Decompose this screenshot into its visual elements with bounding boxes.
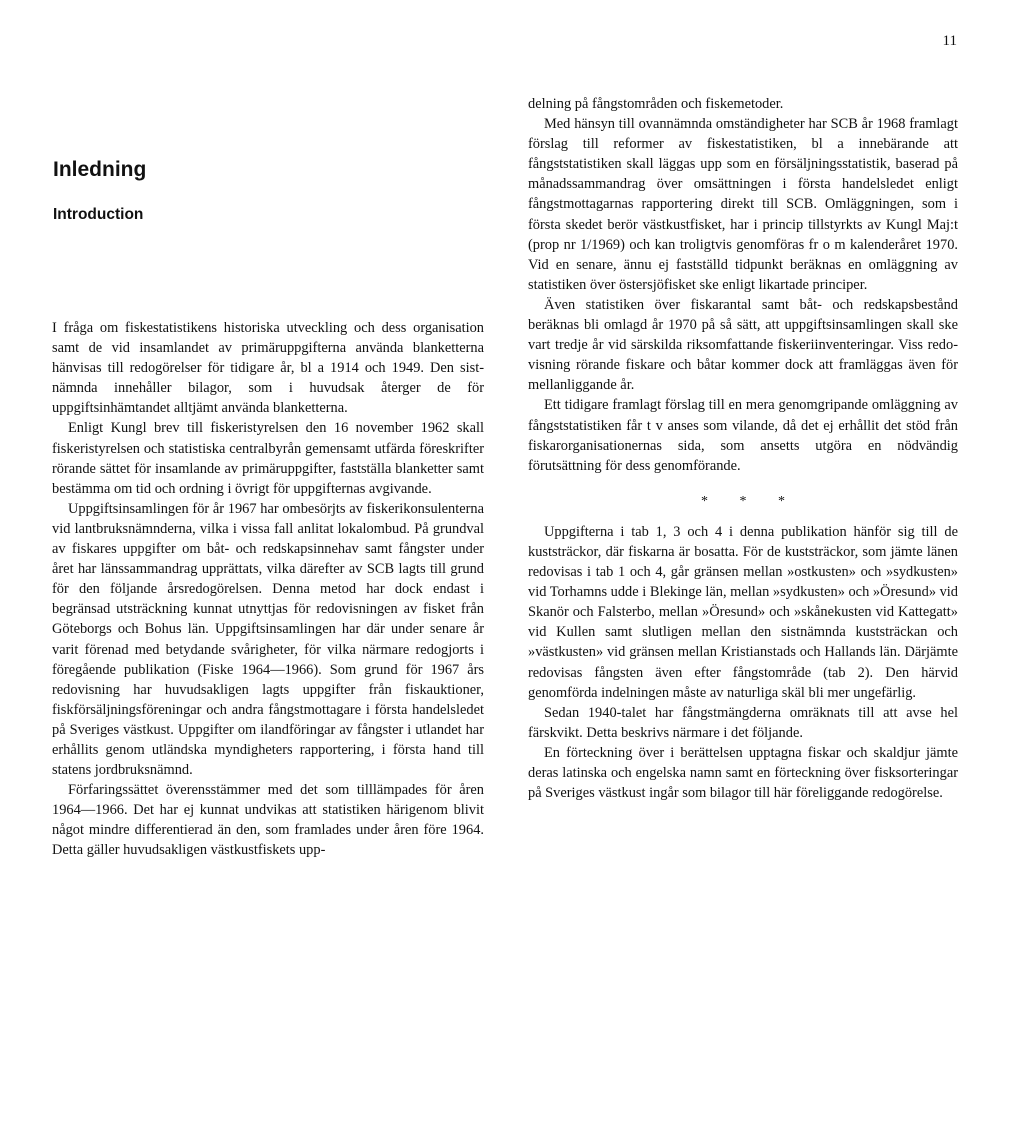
chapter-heading: Inledning — [53, 158, 147, 181]
paragraph: Ett tidigare framlagt förslag till en mera genomgripande omläggning av fångststatistiken får t v anses som vilande, då det ej erhållit det stöd från fiskarorganisationernas sida, som ansetts utgöra en nödvändig förutsättning för dess genomförande. — [528, 397, 958, 474]
paragraph: Uppgiftsinsamlingen för år 1967 har ombesörjts av fiskerikonsulenterna vid lantbruksnämnderna, vilka i vissa fall anlitat lokalombud. På grundval av fiskares uppgifter om båt- och redskapsinnehav samt fångster under året har länssammandrag upprättats, vilka därefter av SCB lagts till grund för den följande årsredogörelsen. Denna metod har dock endast i begränsad utsträckning kunnat utnyttjas för redovisningen av fisket från Göteborgs och Bohus län. Uppgiftsinsamlingen har där under senare år varit förenad med betydande svårigheter, för vilka närmare redogjorts i föregående publikation (Fiske 1964—1966). Som grund för 1967 års redovisning har huvudsakligen lagts uppgifter från fiskauktioner, fiskförsäljningsföreningar och andra fångstmottagare i första handelsledet på Sveriges västkust. Uppgifter om ilandföringar av fångster i utlandet har erhållits genom utländska myndigheters rapportering, i första hand till statens jordbruksnämnd. — [52, 500, 484, 779]
paragraph: I fråga om fiskestatistikens historiska utveckling och dess organisation samt de vid insamlandet av primäruppgifterna använda blanketterna hänvisas till redogörelser för tidigare år, bl a 1914 och 1949. Den sistnämnda innehåller bilagor, som i huvudsak återger de för uppgiftsinhämtandet alltjämt använda blanketterna. — [52, 320, 484, 417]
chapter-subheading: Introduction — [53, 206, 144, 223]
paragraph: En förteckning över i berättelsen upptagna fiskar och skaldjur jämte deras latinska och engelska namn samt en förteckning över fisksorteringar på Sveriges västkust ingår som bilagor till här föreliggande redogörelse. — [528, 744, 958, 802]
paragraph: Sedan 1940-talet har fångstmängderna omräknats till att avse hel färskvikt. Detta beskrivs närmare i det följande. — [528, 704, 958, 741]
page-number: 11 — [942, 33, 957, 49]
paragraph: Även statistiken över fiskarantal samt båt- och redskapsbestånd beräknas bli omlagd år 1970 på så sätt, att uppgiftsinsamlingen skall ske vart tredje år vid särskilda riksomfattande fiskeriinventeringar. Viss redovisning rörande fiskare och båtar kommer dock att framläggas även för mellanliggande år. — [528, 296, 958, 394]
right-column — [528, 94, 958, 803]
paragraph: Uppgifterna i tab 1, 3 och 4 i denna publikation hänför sig till de kuststräckor, där fiskarna är bosatta. För de kuststräckor, som jämte länen redovisas i tab 1 och 4, går gränsen mellan »ostkusten» och »sydkusten» vid Torhamns udde i Blekinge län, mellan »sydkusten» och »Öresund» vid Skanör och Falsterbo, mellan »Öresund» och »skånekusten vid Kattegatt» vid Kullen samt slutligen mellan den sistnämnda kuststräckan och »västkusten» vid gränsen mellan Kristianstads och Hallands län. Därjämte redovisas fångsten även efter fångstområde (tab 2). Den härvid genomförda indelningen måste av naturliga skäl bli mer ungefärlig. — [528, 523, 958, 701]
paragraph: Med hänsyn till ovannämnda omständigheter har SCB år 1968 framlagt förslag till reformer av fiskestatistiken, bl a innebärande att fångststatistiken skall läggas upp som en försäljningsstatistik, baserad på månadssammandrag över omsättningen i första handelsledet enligt fångstmottagarnas rapportering direkt till SCB. Omläggningen, som i första skedet berör västkustfisket, har i princip tillstyrkts av Kungl Maj:t (prop nr 1/1969) och kan troligtvis genomföras fr o m kalenderåret 1970. Vid en senare, ännu ej fastställd tidpunkt beräknas en omläggning av statistiken över östersjöfisket ske enligt likartade principer. — [528, 116, 958, 293]
left-column — [52, 318, 484, 861]
paragraph: Enligt Kungl brev till fiskeristyrelsen den 16 november 1962 skall fiskeristyrelsen och statistiska centralbyrån gemensamt utfärda föreskrifter rörande sättet för insamlande av primäruppgifter, fastställa blanketter samt bestämma om tid och ordning i övrigt för uppgifternas avgivande. — [52, 420, 484, 497]
paragraph: Förfaringssättet överensstämmer med det som tilllämpades för åren 1964—1966. Det har ej kunnat undvikas att statistiken härigenom blivit något mindre differentierad än den, som framlades under åren före 1964. Detta gäller huvudsakligen västkustfiskets upp- — [52, 782, 484, 859]
section-separator: * * * — [701, 493, 799, 509]
paragraph: delning på fångstområden och fiskemetoder. — [528, 96, 784, 112]
